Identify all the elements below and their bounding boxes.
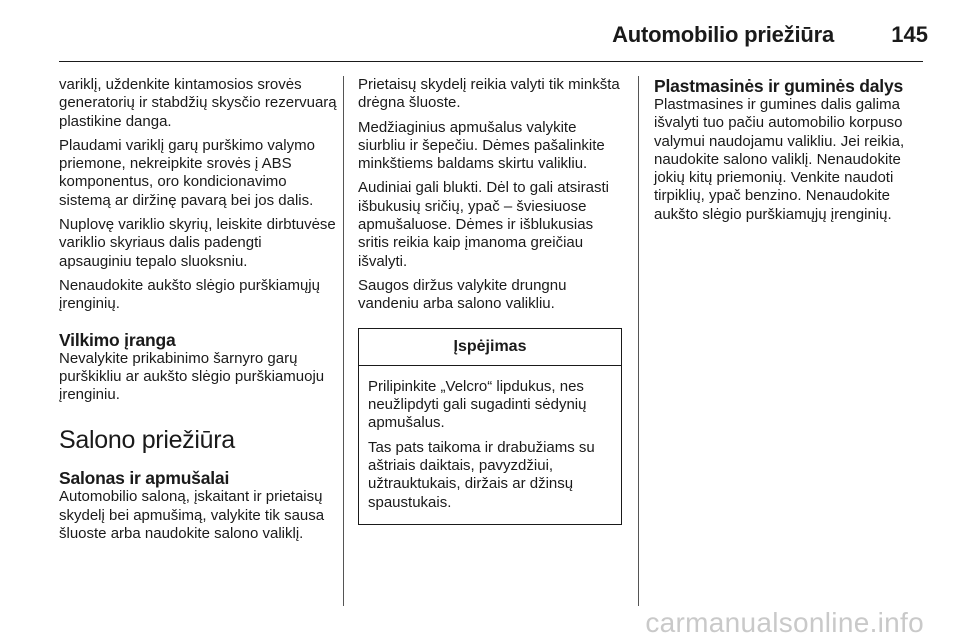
- paragraph: Plaudami variklį garų purškimo valymo priemone, nekreipkite srovės į ABS komponentus, oro kondicionavimo sistemą ar diržinę pavarą bei jos dalis.: [59, 136, 315, 209]
- section-heading-towing: Vilkimo įranga: [59, 329, 176, 350]
- paragraph: Nenaudokite aukšto slėgio purškiamųjų įrenginių.: [59, 276, 320, 313]
- warning-paragraph: Tas pats taikoma ir drabužiams su aštriais daiktais, pavyzdžiui, užtrauktukais, diržais ar džinsų spaustukais.: [368, 438, 595, 511]
- section-heading-upholstery: Salonas ir apmušalai: [59, 468, 230, 489]
- column-divider: [638, 76, 639, 606]
- paragraph: Automobilio saloną, įskaitant ir prietaisų skydelį bei apmušimą, valykite tik sausa šluoste arba naudokite salono valiklį.: [59, 488, 325, 543]
- section-heading-plastic: Plastmasinės ir guminės dalys: [654, 76, 904, 96]
- paragraph: Nuplovę variklio skyrių, leiskite dirbtuvėse variklio skyriaus dalis padengti apsauginiu tepalo sluoksniu.: [59, 216, 336, 270]
- paragraph: Saugos diržus valykite drungnu vandeniu arba salono valikliu.: [358, 276, 567, 313]
- header-divider: [59, 61, 923, 62]
- column-right: [654, 76, 926, 608]
- warning-body: [359, 366, 621, 524]
- page-number: 145: [891, 22, 928, 47]
- column-divider: [343, 76, 344, 606]
- column-middle: [358, 76, 626, 608]
- warning-title: Įspėjimas: [359, 329, 621, 366]
- watermark: carmanualsonline.info: [645, 607, 924, 638]
- paragraph: Nevalykite prikabinimo šarnyro garų purškikliu ar aukšto slėgio purškiamuoju įrenginiu.: [59, 349, 325, 404]
- page-title: Automobilio priežiūra: [612, 22, 834, 47]
- column-left: [59, 76, 337, 608]
- chapter-heading-salon: Salono priežiūra: [59, 426, 235, 455]
- warning-paragraph: Prilipinkite „Velcro“ lipdukus, nes neužlipdyti gali sugadinti sėdynių apmušalus.: [368, 377, 587, 432]
- paragraph: variklį, uždenkite kintamosios srovės generatorių ir stabdžių skysčio rezervuarą plastikine danga.: [59, 76, 337, 130]
- paragraph: Audiniai gali blukti. Dėl to gali atsirasti išbukusių sričių, ypač – šviesiuose apmušaluose. Dėmes ir išblukusias sritis reikia kaip įmanoma greičiau išvalyti.: [358, 179, 609, 270]
- warning-box: [358, 328, 622, 525]
- paragraph: Plastmasines ir gumines dalis galima išvalyti tuo pačiu automobilio korpuso valymui naudojamu valikliu. Jei reikia, naudokite salono valiklį. Nenaudokite jokių kitų priemonių. Venkite naudoti tirpiklių, ypač benzino. Nenaudokite aukšto slėgio purškiamųjų įrenginių.: [654, 96, 905, 223]
- paragraph: Prietaisų skydelį reikia valyti tik minkšta drėgna šluoste.: [358, 76, 620, 112]
- paragraph: Medžiaginius apmušalus valykite siurbliu ir šepečiu. Dėmes pašalinkite minkštiems baldams skirtu valikliu.: [358, 118, 605, 173]
